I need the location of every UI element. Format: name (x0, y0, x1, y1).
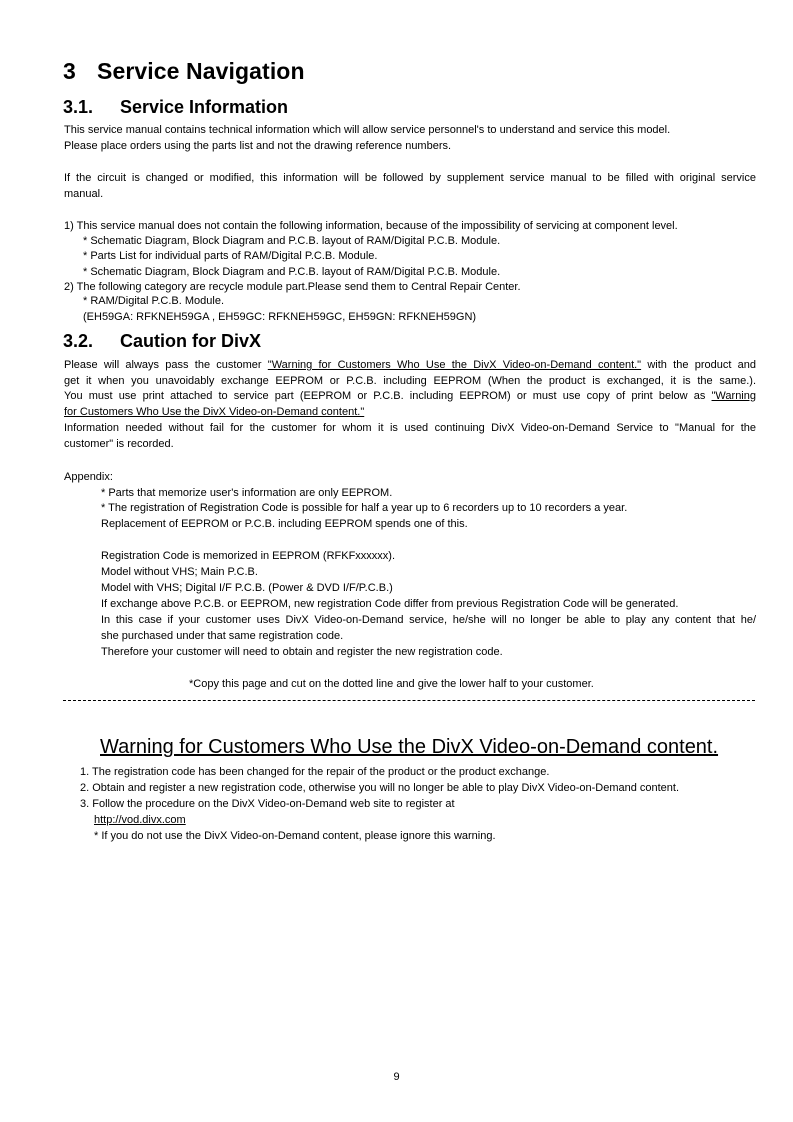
appendix-item: Therefore your customer will need to obtain and register the new registration code. (101, 646, 503, 658)
appendix-label: Appendix: (64, 471, 113, 483)
appendix-item: * Parts that memorize user's information are only EEPROM. (101, 487, 393, 499)
section-heading-caution-divx (63, 331, 261, 352)
list-subitem: * Schematic Diagram, Block Diagram and P.C.B. layout of RAM/Digital P.C.B. Module. (83, 235, 501, 247)
section-number: 3.2. (63, 331, 94, 351)
list-subitem: (EH59GA: RFKNEH59GA , EH59GC: RFKNEH59GC, EH59GN: RFKNEH59GN) (83, 311, 477, 323)
body-text: customer" is recorded. (64, 438, 174, 450)
warning-reference-link: "Warning for Customers Who Use the DivX Video-on-Demand content." (267, 359, 642, 371)
section-title: Service Information (120, 97, 289, 117)
list-subitem: * Schematic Diagram, Block Diagram and P.C.B. layout of RAM/Digital P.C.B. Module. (83, 266, 501, 278)
text-run: You must use print attached to service part (EEPROM or P.C.B. including EEPROM) or must use copy of print below as (64, 390, 712, 402)
appendix-item: Replacement of EEPROM or P.C.B. including EEPROM spends one of this. (101, 518, 468, 530)
list-subitem: * RAM/Digital P.C.B. Module. (83, 295, 225, 307)
chapter-heading (63, 58, 305, 85)
warning-reference-link: for Customers Who Use the DivX Video-on-Demand content." (64, 406, 365, 418)
divx-vod-link[interactable]: http://vod.divx.com (94, 814, 186, 826)
body-text: If the circuit is changed or modified, this information will be followed by supplement service manual to be filled with original service (64, 172, 756, 184)
body-text (64, 357, 756, 373)
appendix-item: In this case if your customer uses DivX Video-on-Demand service, he/she will no longer be able to play any content that he/ (101, 614, 756, 626)
list-subitem: * Parts List for individual parts of RAM/Digital P.C.B. Module. (83, 250, 378, 262)
list-item: 2) The following category are recycle module part.Please send them to Central Repair Center. (64, 281, 521, 293)
body-text (64, 404, 364, 420)
appendix-item: Registration Code is memorized in EEPROM (RFKFxxxxxx). (101, 550, 396, 562)
list-item: 1) This service manual does not contain the following information, because of the impossibility of servicing at component level. (64, 220, 678, 232)
appendix-item: If exchange above P.C.B. or EEPROM, new registration Code differ from previous Registration Code will be generated. (101, 598, 679, 610)
copy-instruction: *Copy this page and cut on the dotted line and give the lower half to your customer. (189, 678, 594, 690)
section-title: Caution for DivX (120, 331, 262, 351)
warning-item: 1. The registration code has been changed for the repair of the product or the product exchange. (80, 766, 550, 778)
text-run: with the product and (641, 359, 756, 371)
warning-item: 2. Obtain and register a new registration code, otherwise you will no longer be able to play DivX Video-on-Demand content. (80, 782, 680, 794)
warning-title: Warning for Customers Who Use the DivX Video-on-Demand content. (100, 736, 719, 758)
appendix-item: she purchased under that same registration code. (101, 630, 344, 642)
appendix-item: Model without VHS; Main P.C.B. (101, 566, 258, 578)
body-text: This service manual contains technical information which will allow service personnel's to understand and service this model. (64, 124, 671, 136)
page-number: 9 (393, 1071, 400, 1083)
warning-reference-link: "Warning (711, 390, 756, 402)
appendix-item: Model with VHS; Digital I/F P.C.B. (Power & DVD I/F/P.C.B.) (101, 582, 393, 594)
text-run: Please will always pass the customer (64, 359, 268, 371)
chapter-title: Service Navigation (97, 58, 305, 84)
cut-line-divider (63, 700, 755, 701)
body-text: Information needed without fail for the customer for whom it is used continuing DivX Video-on-Demand Service to "Manual for the (64, 422, 756, 434)
section-number: 3.1. (63, 97, 94, 117)
chapter-number: 3 (63, 58, 76, 84)
body-text: manual. (64, 188, 104, 200)
warning-note: * If you do not use the DivX Video-on-Demand content, please ignore this warning. (94, 830, 496, 842)
warning-item: 3. Follow the procedure on the DivX Video-on-Demand web site to register at (80, 798, 455, 810)
body-text: get it when you unavoidably exchange EEPROM or P.C.B. including EEPROM (When the product is exchanged, it is the same.). (64, 375, 756, 387)
body-text: Please place orders using the parts list and not the drawing reference numbers. (64, 140, 452, 152)
section-heading-service-information (63, 97, 288, 118)
appendix-item: * The registration of Registration Code is possible for half a year up to 6 recorders up to 10 recorders a year. (101, 502, 628, 514)
body-text (64, 388, 756, 404)
